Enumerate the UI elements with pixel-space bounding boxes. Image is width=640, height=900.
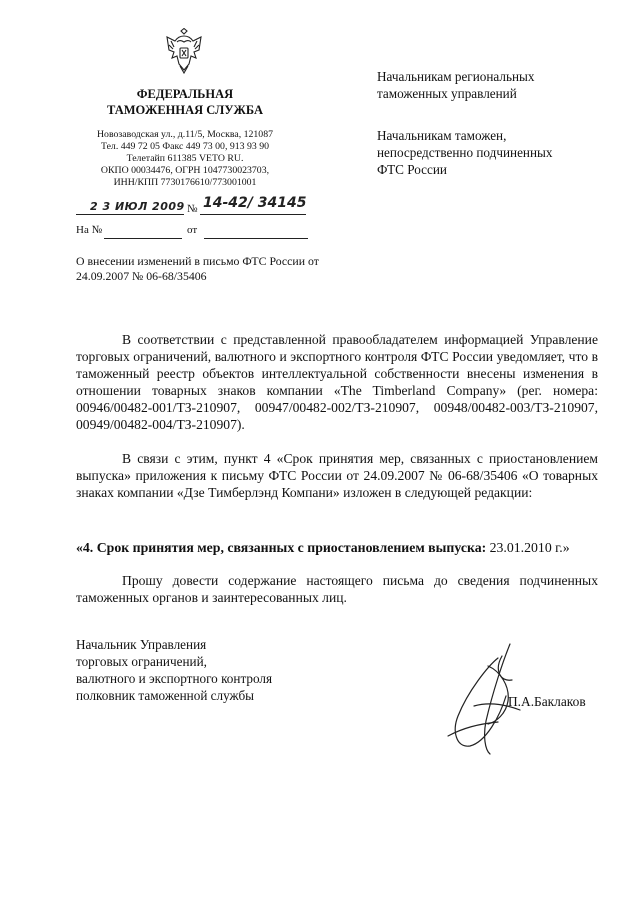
position-line: валютного и экспортного контроля bbox=[76, 671, 273, 686]
phone-line: Тел. 449 72 05 Факс 449 73 00, 913 93 90 bbox=[100, 141, 270, 152]
ref-from-underline bbox=[204, 238, 308, 239]
position-line: Начальник Управления bbox=[76, 637, 207, 652]
teletype-line: Телетайп 611385 VETO RU. bbox=[126, 153, 244, 164]
org-name-line1: ФЕДЕРАЛЬНАЯ bbox=[136, 87, 234, 101]
position-line: торговых ограничений, bbox=[76, 654, 207, 669]
body-paragraph-2: В связи с этим, пункт 4 «Срок принятия мер, связанных с приостановлением выпуска» приложения к письму ФТС России от 24.09.2007 № 06-68/35406 «О товарных знаках компании «Дзе Тимберлэнд Компани» изложен в следующей редакции: bbox=[76, 451, 598, 500]
addressee-customs-3: ФТС России bbox=[377, 162, 447, 177]
addressee-regional-1: Начальникам региональных bbox=[377, 69, 535, 84]
registration-date: 2 3 ИЮЛ 2009 bbox=[90, 200, 185, 213]
position-line: полковник таможенной службы bbox=[76, 688, 255, 703]
registration-number: 14-42/ 34145 bbox=[203, 195, 307, 211]
ref-from-label: от bbox=[187, 224, 198, 236]
coat-of-arms-emblem bbox=[163, 28, 205, 74]
addressee-customs-2: непосредственно подчиненных bbox=[377, 145, 553, 160]
quoted-item-4-title: «4. Срок принятия мер, связанных с приостановлением выпуска: bbox=[76, 540, 487, 555]
quoted-item-4-date: 23.01.2010 г.» bbox=[486, 540, 570, 555]
body-paragraph-1: В соответствии с представленной правообладателем информацией Управление торговых ограничений, валютного и экспортного контроля ФТС России уведомляет, что в таможенный реестр объектов интеллектуальной собственности внесены изменения в отношении товарных знаков компании «The Timberland Company» (рег. номера: 00946/00482-001/ТЗ-210907, 00947/00482-002/ТЗ-210907, 00948/00482-003/ТЗ-210907, 00949/00482-004/ТЗ-210907). bbox=[76, 332, 598, 432]
body-paragraph-3: Прошу довести содержание настоящего письма до сведения подчиненных таможенных органов и заинтересованных лиц. bbox=[76, 573, 598, 605]
letter-subject: О внесении изменений в письмо ФТС России от 24.09.2007 № 06-68/35406 bbox=[76, 254, 319, 283]
signatory-position bbox=[76, 636, 272, 704]
date-underline bbox=[76, 214, 184, 215]
addressee-regional-2: таможенных управлений bbox=[377, 86, 517, 101]
quoted-item-4 bbox=[76, 539, 598, 556]
number-label: № bbox=[187, 203, 198, 215]
ref-number-underline bbox=[104, 238, 182, 239]
addressee-customs-1: Начальникам таможен, bbox=[377, 128, 507, 143]
org-name-line2: ТАМОЖЕННАЯ СЛУЖБА bbox=[107, 103, 263, 117]
address-line: Новозаводская ул., д.11/5, Москва, 121087 bbox=[96, 129, 273, 140]
inn-line: ИНН/КПП 7730176610/773001001 bbox=[113, 177, 257, 188]
okpo-line: ОКПО 00034476, ОГРН 1047730023703, bbox=[100, 165, 270, 176]
ref-number-label: На № bbox=[76, 224, 103, 236]
number-underline bbox=[200, 214, 306, 215]
signatory-name: П.А.Баклаков bbox=[508, 694, 586, 709]
